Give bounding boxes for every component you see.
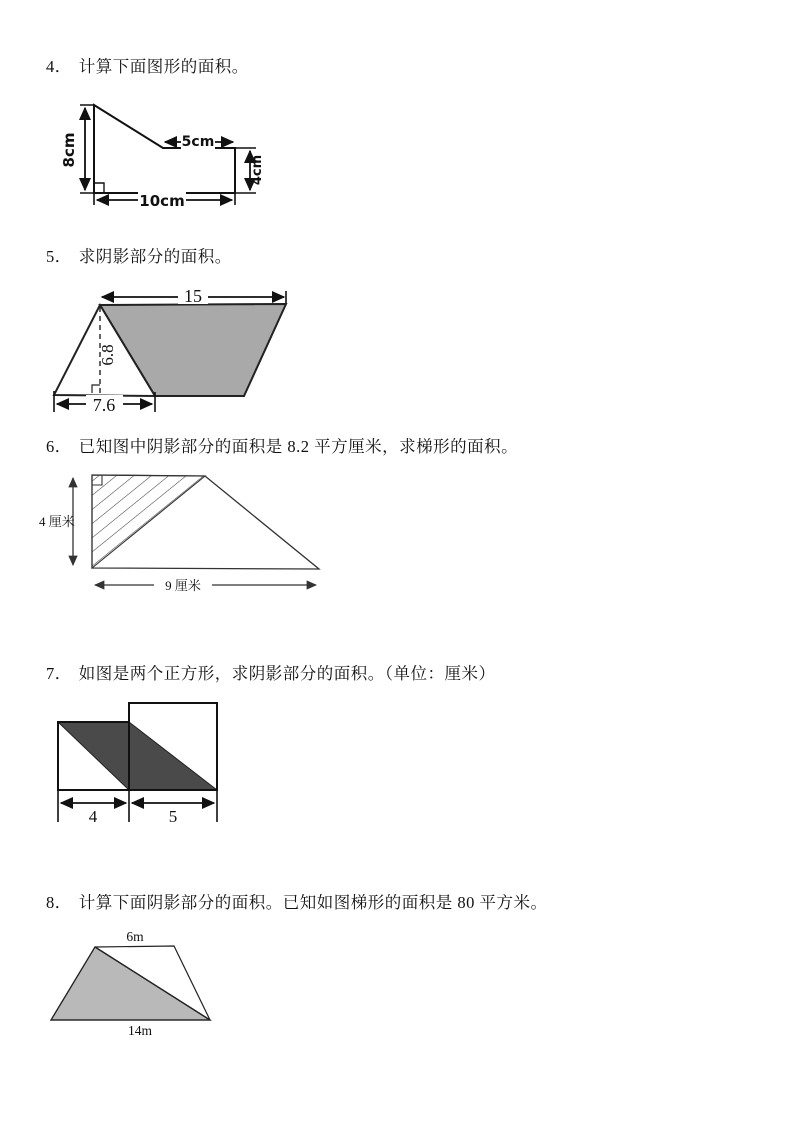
figure-7-two-squares xyxy=(55,695,235,827)
problem-5-number: 5． xyxy=(46,247,72,266)
fig6-dim-4cm xyxy=(39,478,75,565)
problem-8-text: 计算下面阴影部分的面积。已知如图梯形的面积是 80 平方米。 xyxy=(78,893,548,912)
fig4-label-5cm: 5cm xyxy=(181,134,215,150)
figure-5-shaded-trapezoid xyxy=(42,283,302,418)
fig6-dim-9cm xyxy=(95,576,316,593)
figure-8-trapezoid xyxy=(45,928,245,1040)
figure-6-hatched-trapezoid xyxy=(38,468,338,603)
fig7-shaded-region xyxy=(58,722,217,790)
fig4-dim-4cm xyxy=(235,148,265,193)
problem-8-line xyxy=(46,892,548,914)
fig8-label-6m: 6m xyxy=(126,929,144,944)
fig7-label-5: 5 xyxy=(168,807,178,826)
problem-7-number: 7． xyxy=(46,664,72,683)
problem-6-number: 6． xyxy=(46,437,72,456)
problem-4-number: 4． xyxy=(46,57,72,76)
problem-7-text: 如图是两个正方形，求阴影部分的面积。（单位：厘米） xyxy=(78,664,496,683)
fig5-dim-15 xyxy=(102,286,286,306)
fig8-label-14m: 14m xyxy=(127,1023,153,1038)
fig4-label-8cm: 8cm xyxy=(60,132,78,168)
problem-8-number: 8． xyxy=(46,893,72,912)
fig4-dim-8cm xyxy=(60,105,94,193)
fig4-dim-10cm xyxy=(94,192,235,210)
problem-6-line xyxy=(46,436,518,458)
fig6-label-4cm: 4 厘米 xyxy=(39,514,75,529)
problem-4-text: 计算下面图形的面积。 xyxy=(78,57,249,76)
fig5-label-height: 6.8 xyxy=(98,344,117,366)
fig7-label-4: 4 xyxy=(88,807,98,826)
fig4-label-10cm: 10cm xyxy=(139,192,185,210)
fig8-shaded-region xyxy=(51,947,210,1020)
problem-5-text: 求阴影部分的面积。 xyxy=(78,247,232,266)
problem-6-text: 已知图中阴影部分的面积是 8.2 平方厘米，求梯形的面积。 xyxy=(78,437,519,456)
fig5-label-15: 15 xyxy=(184,286,202,306)
problem-7-line xyxy=(46,663,496,685)
problem-5-line xyxy=(46,246,232,268)
fig6-label-9cm: 9 厘米 xyxy=(165,578,201,593)
fig7-dim-5 xyxy=(132,803,214,826)
problem-4-line xyxy=(46,56,249,78)
fig4-label-4cm: 4cm xyxy=(250,154,265,186)
fig7-dim-4 xyxy=(58,790,217,826)
figure-4-composite-shape xyxy=(58,93,288,215)
fig5-label-7-6: 7.6 xyxy=(92,395,116,415)
